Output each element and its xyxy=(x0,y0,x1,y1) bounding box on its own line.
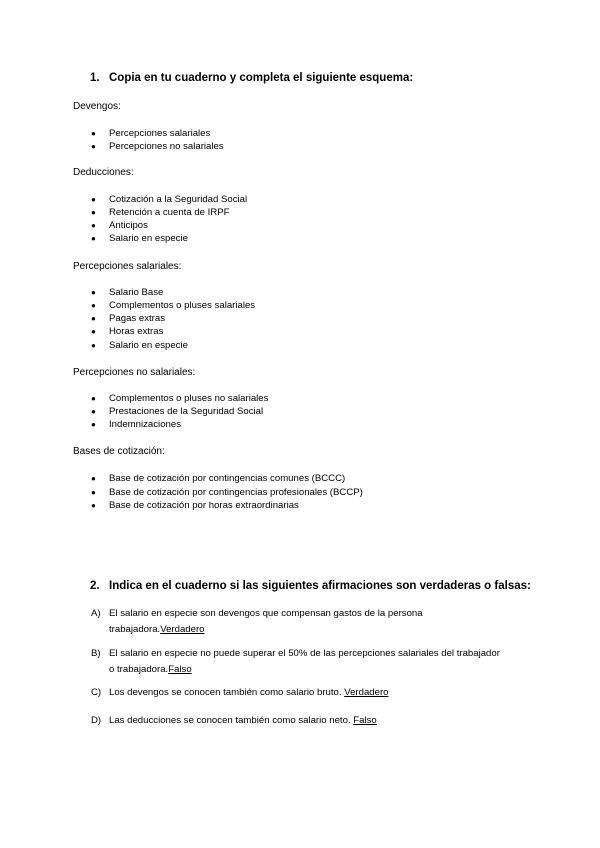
list-item: ● Anticipos xyxy=(91,220,148,231)
bullet: ● xyxy=(91,474,96,483)
list-item: ● Salario Base xyxy=(91,287,164,298)
list-item: ● Salario en especie xyxy=(91,340,188,351)
bullet: ● xyxy=(91,394,96,403)
bullet: ● xyxy=(91,301,96,310)
list-item: ● Base de cotización por contingencias comunes (BCCC) xyxy=(91,473,346,484)
section-heading: Bases de cotización: xyxy=(73,446,165,457)
bullet: ● xyxy=(91,501,96,510)
section-heading: Percepciones no salariales: xyxy=(73,367,196,378)
question-2-heading xyxy=(90,580,531,592)
bullet: ● xyxy=(91,142,96,151)
bullet: ● xyxy=(91,195,96,204)
bullet: ● xyxy=(91,221,96,230)
answer: Falso xyxy=(353,715,377,726)
bullet: ● xyxy=(91,314,96,323)
bullet: ● xyxy=(91,129,96,138)
statement-letter: D) xyxy=(91,715,102,726)
bullet: ● xyxy=(91,341,96,350)
list-item: ● Salario en especie xyxy=(91,233,188,244)
statement-c: C) Los devengos se conocen también como salario bruto. Verdadero xyxy=(91,685,388,701)
bullet: ● xyxy=(91,488,96,497)
bullet: ● xyxy=(91,420,96,429)
question-number: 1. xyxy=(90,72,100,84)
bullet: ● xyxy=(91,327,96,336)
list-item: ● Pagas extras xyxy=(91,313,165,324)
statement-b: B) El salario en especie no puede superar el 50% de las percepciones salariales del trabajador o trabajadora.Falso xyxy=(91,648,500,675)
answer: Verdadero xyxy=(344,687,389,698)
section-heading: Devengos: xyxy=(73,101,121,112)
bullet: ● xyxy=(91,208,96,217)
statement-letter: A) xyxy=(91,608,101,619)
list-item: ● Complementos o pluses salariales xyxy=(91,300,256,311)
statement-letter: C) xyxy=(91,687,102,698)
list-item: ● Percepciones no salariales xyxy=(91,141,224,152)
list-item: ● Complementos o pluses no salariales xyxy=(91,393,269,404)
bullet: ● xyxy=(91,407,96,416)
answer: Verdadero xyxy=(160,624,205,635)
list-item: ● Base de cotización por horas extraordinarias xyxy=(91,500,299,511)
list-item: ● Prestaciones de la Seguridad Social xyxy=(91,406,264,417)
list-item: ● Indemnizaciones xyxy=(91,419,181,430)
list-item: ● Horas extras xyxy=(91,326,164,337)
bullet: ● xyxy=(91,234,96,243)
question-title: Copia en tu cuaderno y completa el siguiente esquema: xyxy=(109,72,414,84)
question-title: Indica en el cuaderno si las siguientes afirmaciones son verdaderas o falsas: xyxy=(109,580,531,592)
section-heading: Percepciones salariales: xyxy=(73,261,182,272)
answer: Falso xyxy=(168,664,192,675)
question-number: 2. xyxy=(90,580,100,592)
section-heading: Deducciones: xyxy=(73,167,134,178)
list-item: ● Base de cotización por contingencias profesionales (BCCP) xyxy=(91,487,363,498)
bullet: ● xyxy=(91,288,96,297)
list-item: ● Cotización a la Seguridad Social xyxy=(91,194,248,205)
statement-d: D) Las deducciones se conocen también como salario neto. Falso xyxy=(91,713,377,729)
question-1-heading xyxy=(90,72,413,84)
statement-a: A) El salario en especie son devengos que compensan gastos de la persona trabajadora.Verdadero xyxy=(91,608,423,635)
statement-letter: B) xyxy=(91,648,101,659)
list-item: ● Percepciones salariales xyxy=(91,128,211,139)
list-item: ● Retención a cuenta de IRPF xyxy=(91,207,230,218)
